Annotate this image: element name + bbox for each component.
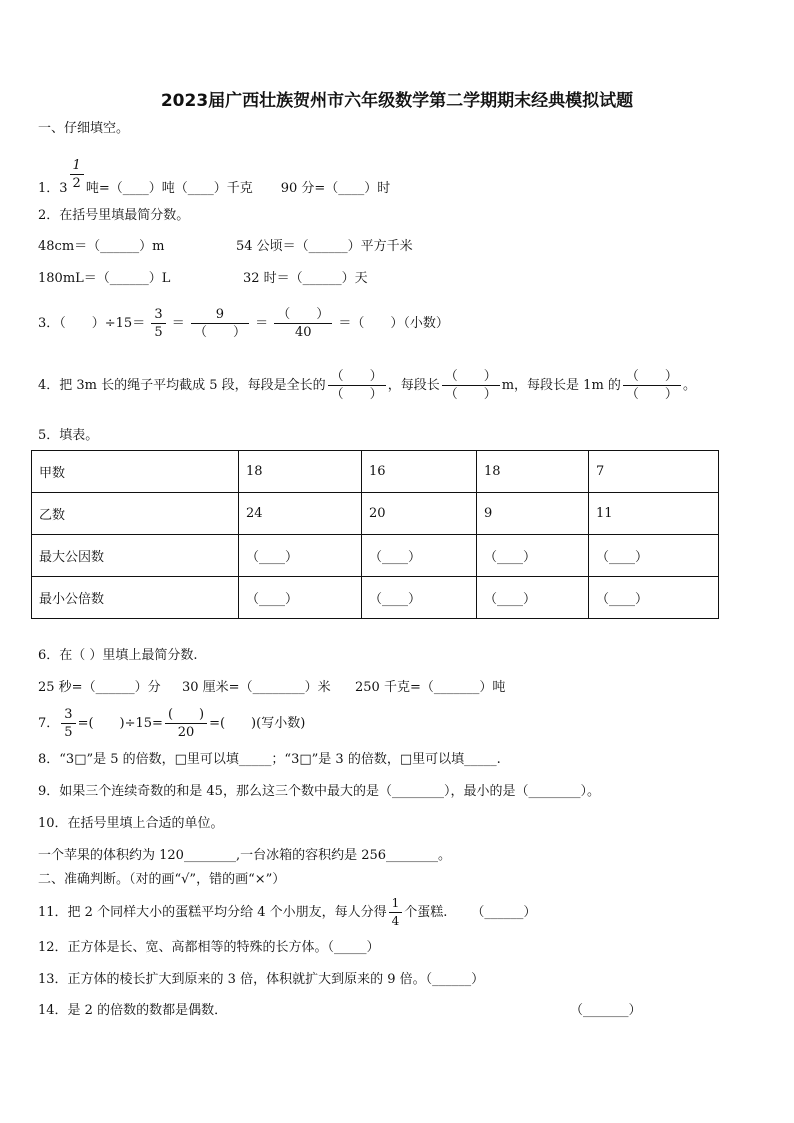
q6-b: 30 厘米=（________）米 <box>182 680 331 695</box>
q6-a: 25 秒=（______）分 <box>38 680 161 695</box>
table-cell: 9 <box>477 493 589 535</box>
q1-fraction <box>70 158 84 191</box>
table-cell[interactable]: （____） <box>239 577 362 619</box>
question-4: 4．把 3m 长的绳子平均截成 5 段，每段是全长的 $\frac{( )}{( )}$ ，每段长 $\frac{( )}{( )}$ m，每段长是 1m 的 $\frac{( )}{( )}$ 。 <box>38 369 696 402</box>
page-title: 2023届广西壮族贺州市六年级数学第二学期期末经典模拟试题 <box>160 91 634 111</box>
q1-text2: 90 分=（____）时 <box>280 181 391 196</box>
question-14: 14．是 2 的倍数的数都是偶数． <box>38 1003 228 1018</box>
table-cell: 16 <box>362 451 477 493</box>
question-6-stem: 6．在（ ）里填上最简分数. <box>38 648 198 663</box>
table-cell[interactable]: （____） <box>477 577 589 619</box>
table-cell: 7 <box>589 451 719 493</box>
q4-fraction-3: $\frac{( )}{( )}$ <box>623 369 681 402</box>
question-13: 13．正方体的棱长扩大到原来的 3 倍，体积就扩大到原来的 9 倍。（______） <box>38 972 485 987</box>
q3-fraction-2: $\frac{9}{( )}$ <box>191 307 249 340</box>
table-cell: 24 <box>239 493 362 535</box>
q3-fraction-3: $\frac{( )}{40}$ <box>274 307 332 340</box>
table-row-header: 乙数 <box>32 493 239 535</box>
q3-suffix: ＝（ ）（小数） <box>338 316 449 331</box>
table-cell[interactable]: （____） <box>362 577 477 619</box>
table-cell[interactable]: （____） <box>362 535 477 577</box>
table-cell[interactable]: （____） <box>589 535 719 577</box>
question-8: 8．“3□”是 5 的倍数，□里可以填_____；“3□”是 3 的倍数，□里可以填_____. <box>38 752 501 767</box>
q6-c: 250 千克=（_______）吨 <box>355 680 506 695</box>
q3-fraction-1: $\frac{3}{5}$ <box>151 307 165 340</box>
table-cell: 18 <box>239 451 362 493</box>
question-2-stem: 2．在括号里填最简分数。 <box>38 208 190 223</box>
q1-frac-den: 2 <box>72 176 81 191</box>
table-cell: 18 <box>477 451 589 493</box>
section-1-heading: 一、仔细填空。 <box>38 121 130 136</box>
table-row <box>32 535 719 577</box>
q2-a: 48cm＝（______）m <box>38 239 165 254</box>
q1-frac-num: 1 <box>72 158 81 173</box>
question-1 <box>38 158 391 205</box>
q1-text1: 吨=（____）吨（____）千克 <box>85 181 253 196</box>
q1-prefix: 1．3 <box>38 181 68 196</box>
question-10-stem: 10．在括号里填上合适的单位。 <box>38 816 224 831</box>
question-11: 11．把 2 个同样大小的蛋糕平均分给 4 个小朋友，每人分得 $\frac{1}{4}$ 个蛋糕. （______） <box>38 896 537 928</box>
q11-fraction: $\frac{1}{4}$ <box>389 896 403 929</box>
q2-b: 54 公顷＝（______）平方千米 <box>236 239 413 254</box>
table-row-header: 甲数 <box>32 451 239 493</box>
q7-fraction-1: $\frac{3}{5}$ <box>61 707 75 740</box>
table-cell[interactable]: （____） <box>589 577 719 619</box>
q2-c: 180mL＝（______）L <box>38 271 171 286</box>
q4-fraction-2: $\frac{( )}{( )}$ <box>442 369 500 402</box>
table-cell: 20 <box>362 493 477 535</box>
section-2-heading: 二、准确判断。（对的画“√”，错的画“×”） <box>38 872 286 887</box>
q7-fraction-2: $\frac{( )}{20}$ <box>165 707 207 740</box>
question-9: 9．如果三个连续奇数的和是 45，那么这三个数中最大的是（________），最小的是（________）。 <box>38 784 600 799</box>
question-12: 12．正方体是长、宽、高都相等的特殊的长方体。（_____） <box>38 940 380 955</box>
table-row <box>32 451 719 493</box>
q2-d: 32 时＝（______）天 <box>243 271 368 286</box>
table-cell[interactable]: （____） <box>239 535 362 577</box>
question-7: 7． $\frac{3}{5}$ =( )÷15= $\frac{( )}{20}$ =( )(写小数) <box>38 707 306 740</box>
q5-table <box>31 450 719 619</box>
q14-answer-blank[interactable]: （_______） <box>570 1003 642 1018</box>
table-cell: 11 <box>589 493 719 535</box>
q3-prefix: 3．（ ）÷15＝ <box>38 316 146 331</box>
q11-answer-blank[interactable]: （______） <box>471 905 537 920</box>
table-row-header: 最小公倍数 <box>32 577 239 619</box>
table-row-header: 最大公因数 <box>32 535 239 577</box>
question-3: 3．（ ）÷15＝ $\frac{3}{5}$ ＝ $\frac{9}{( )}$ ＝ $\frac{( )}{40}$ ＝（ ）（小数） <box>38 307 449 340</box>
table-row <box>32 577 719 619</box>
table-row <box>32 493 719 535</box>
q4-fraction-1: $\frac{( )}{( )}$ <box>328 369 386 402</box>
q10-text: 一个苹果的体积约为 120________,一台冰箱的容积约是 256________。 <box>38 848 452 863</box>
table-cell[interactable]: （____） <box>477 535 589 577</box>
question-5-stem: 5．填表。 <box>38 428 99 443</box>
